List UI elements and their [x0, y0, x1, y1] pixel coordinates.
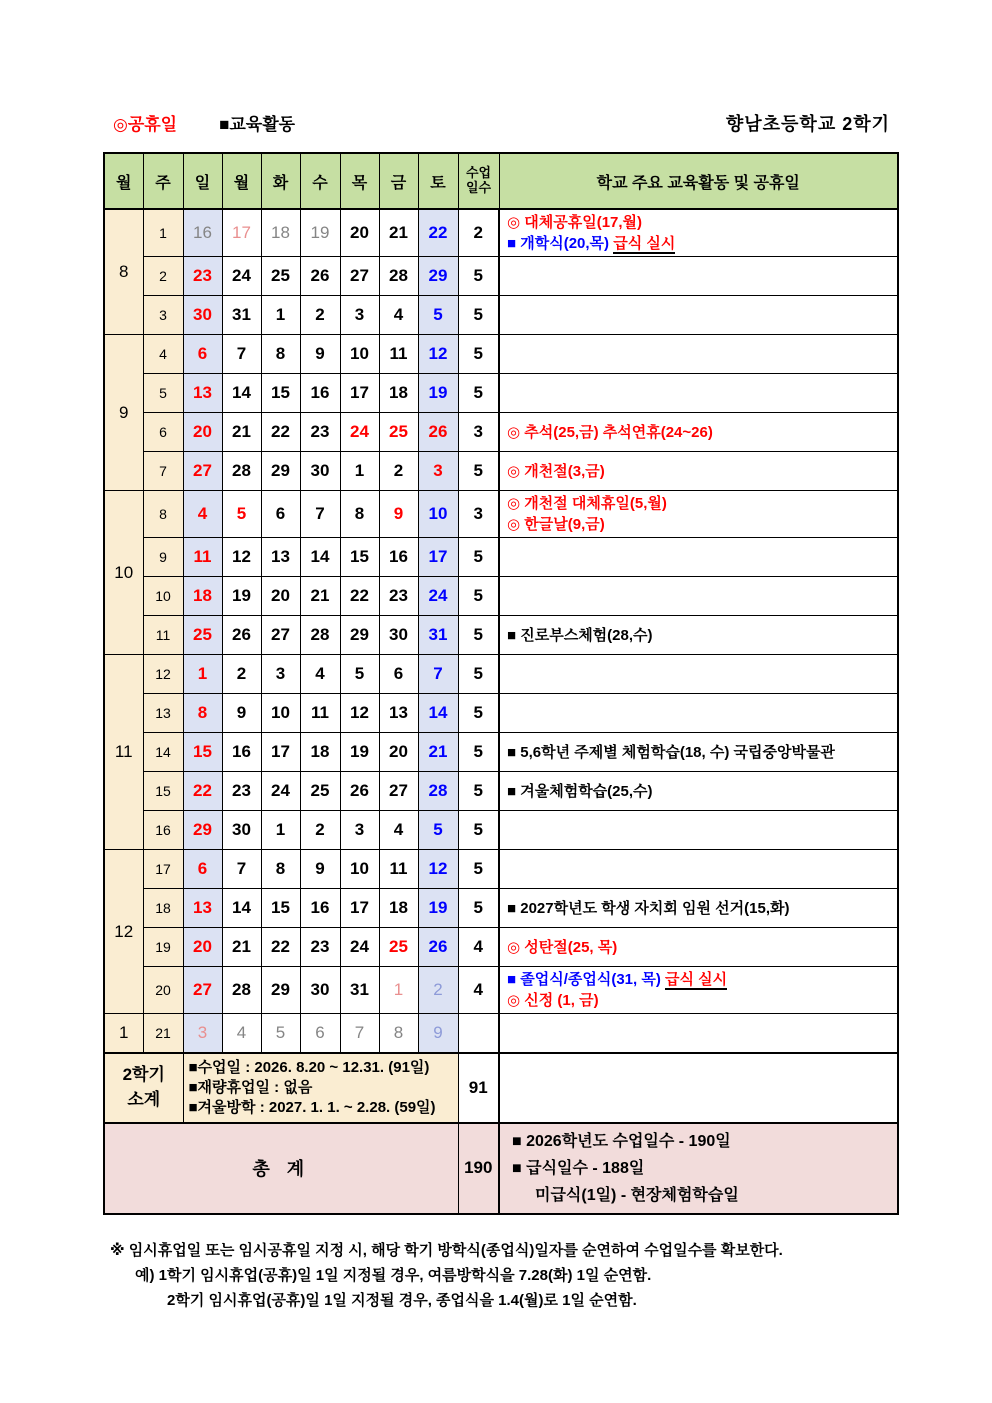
header-day: 토	[418, 153, 458, 209]
month-cell: 9	[104, 335, 143, 491]
date-cell: 5	[418, 811, 458, 850]
date-cell: 17	[261, 733, 300, 772]
date-cell: 16	[300, 374, 340, 413]
class-days-cell: 5	[458, 889, 499, 928]
notes-cell: ■ 2027학년도 학생 자치회 임원 선거(15,화)	[499, 889, 898, 928]
class-days-cell: 4	[458, 967, 499, 1014]
date-cell: 25	[379, 928, 418, 967]
date-cell: 31	[340, 967, 379, 1014]
date-cell: 20	[183, 413, 222, 452]
date-cell: 19	[300, 209, 340, 257]
class-days-cell	[458, 1014, 499, 1053]
week-row	[104, 257, 898, 296]
subtotal-details: ■수업일 : 2026. 8.20 ~ 12.31. (91일) ■재량휴업일 : 없음 ■겨울방학 : 2027. 1. 1. ~ 2.28. (59일)	[183, 1053, 458, 1123]
date-cell: 1	[340, 452, 379, 491]
date-cell: 1	[261, 811, 300, 850]
notes-cell	[499, 335, 898, 374]
date-cell: 19	[340, 733, 379, 772]
month-cell: 8	[104, 209, 143, 335]
date-cell: 7	[418, 655, 458, 694]
date-cell: 26	[222, 616, 261, 655]
class-days-cell: 5	[458, 616, 499, 655]
class-days-cell: 5	[458, 374, 499, 413]
date-cell: 26	[418, 928, 458, 967]
class-days-cell: 4	[458, 928, 499, 967]
date-cell: 16	[379, 538, 418, 577]
date-cell: 20	[379, 733, 418, 772]
header-week: 주	[143, 153, 183, 209]
week-number-cell: 9	[143, 538, 183, 577]
date-cell: 4	[379, 296, 418, 335]
date-cell: 22	[340, 577, 379, 616]
notes-cell: ◎ 성탄절(25, 목)	[499, 928, 898, 967]
date-cell: 24	[340, 928, 379, 967]
week-number-cell: 7	[143, 452, 183, 491]
date-cell: 8	[379, 1014, 418, 1053]
date-cell: 29	[418, 257, 458, 296]
date-cell: 17	[340, 889, 379, 928]
date-cell: 15	[261, 889, 300, 928]
date-cell: 12	[222, 538, 261, 577]
date-cell: 14	[222, 889, 261, 928]
class-days-cell: 3	[458, 413, 499, 452]
notes-cell	[499, 655, 898, 694]
date-cell: 9	[300, 335, 340, 374]
week-number-cell: 15	[143, 772, 183, 811]
notes-cell: ◎ 대체공휴일(17,월) ■ 개학식(20,목) 급식 실시	[499, 209, 898, 257]
subtotal-empty-cell	[499, 1053, 898, 1123]
date-cell: 21	[222, 413, 261, 452]
date-cell: 7	[222, 850, 261, 889]
date-cell: 11	[379, 850, 418, 889]
notes-cell	[499, 257, 898, 296]
week-row	[104, 335, 898, 374]
date-cell: 13	[379, 694, 418, 733]
date-cell: 21	[379, 209, 418, 257]
date-cell: 8	[340, 491, 379, 538]
date-cell: 23	[300, 413, 340, 452]
date-cell: 23	[222, 772, 261, 811]
header-day: 일	[183, 153, 222, 209]
header-day: 수	[300, 153, 340, 209]
date-cell: 14	[418, 694, 458, 733]
date-cell: 9	[418, 1014, 458, 1053]
date-cell: 25	[183, 616, 222, 655]
week-row	[104, 413, 898, 452]
date-cell: 31	[222, 296, 261, 335]
date-cell: 15	[340, 538, 379, 577]
footnote-line-2: 예) 1학기 임시휴업(공휴)일 1일 지정될 경우, 여름방학식을 7.28(화) 1일 순연함.	[135, 1267, 652, 1284]
date-cell: 20	[340, 209, 379, 257]
class-days-cell: 2	[458, 209, 499, 257]
date-cell: 2	[300, 811, 340, 850]
date-cell: 28	[418, 772, 458, 811]
date-cell: 14	[300, 538, 340, 577]
date-cell: 22	[261, 928, 300, 967]
date-cell: 6	[300, 1014, 340, 1053]
class-days-cell: 5	[458, 733, 499, 772]
footnote	[110, 1238, 920, 1313]
date-cell: 31	[418, 616, 458, 655]
date-cell: 18	[300, 733, 340, 772]
class-days-cell: 5	[458, 577, 499, 616]
week-number-cell: 6	[143, 413, 183, 452]
date-cell: 15	[183, 733, 222, 772]
date-cell: 27	[261, 616, 300, 655]
date-cell: 16	[300, 889, 340, 928]
date-cell: 4	[300, 655, 340, 694]
header-day: 월	[222, 153, 261, 209]
week-number-cell: 17	[143, 850, 183, 889]
date-cell: 30	[300, 452, 340, 491]
date-cell: 22	[261, 413, 300, 452]
notes-cell: ■ 진로부스체험(28,수)	[499, 616, 898, 655]
date-cell: 6	[183, 335, 222, 374]
date-cell: 12	[340, 694, 379, 733]
date-cell: 30	[379, 616, 418, 655]
date-cell: 17	[418, 538, 458, 577]
notes-cell: ■ 겨울체험학습(25,수)	[499, 772, 898, 811]
date-cell: 24	[222, 257, 261, 296]
class-days-cell: 5	[458, 772, 499, 811]
header-day: 화	[261, 153, 300, 209]
calendar-table	[103, 152, 899, 1215]
week-row	[104, 209, 898, 257]
date-cell: 1	[379, 967, 418, 1014]
date-cell: 7	[300, 491, 340, 538]
date-cell: 27	[379, 772, 418, 811]
date-cell: 13	[183, 889, 222, 928]
date-cell: 5	[222, 491, 261, 538]
date-cell: 5	[418, 296, 458, 335]
date-cell: 7	[222, 335, 261, 374]
notes-cell	[499, 538, 898, 577]
week-row	[104, 374, 898, 413]
total-row	[104, 1123, 898, 1214]
week-row	[104, 772, 898, 811]
week-row	[104, 1014, 898, 1053]
notes-cell	[499, 1014, 898, 1053]
month-cell: 12	[104, 850, 143, 1014]
week-row	[104, 577, 898, 616]
week-number-cell: 8	[143, 491, 183, 538]
week-row	[104, 491, 898, 538]
date-cell: 13	[261, 538, 300, 577]
date-cell: 28	[222, 452, 261, 491]
date-cell: 23	[300, 928, 340, 967]
class-days-cell: 5	[458, 257, 499, 296]
date-cell: 17	[340, 374, 379, 413]
date-cell: 14	[222, 374, 261, 413]
week-row	[104, 452, 898, 491]
date-cell: 5	[261, 1014, 300, 1053]
notes-cell: ◎ 추석(25,금) 추석연휴(24~26)	[499, 413, 898, 452]
week-row	[104, 733, 898, 772]
date-cell: 7	[340, 1014, 379, 1053]
date-cell: 2	[222, 655, 261, 694]
date-cell: 27	[340, 257, 379, 296]
week-number-cell: 12	[143, 655, 183, 694]
class-days-cell: 3	[458, 491, 499, 538]
week-row	[104, 616, 898, 655]
header-day: 금	[379, 153, 418, 209]
date-cell: 6	[261, 491, 300, 538]
notes-cell	[499, 811, 898, 850]
date-cell: 24	[261, 772, 300, 811]
date-cell: 10	[261, 694, 300, 733]
date-cell: 5	[340, 655, 379, 694]
week-number-cell: 10	[143, 577, 183, 616]
date-cell: 28	[300, 616, 340, 655]
date-cell: 26	[300, 257, 340, 296]
notes-cell: ■ 졸업식/종업식(31, 목) 급식 실시 ◎ 신정 (1, 금)	[499, 967, 898, 1014]
week-number-cell: 20	[143, 967, 183, 1014]
notes-cell	[499, 850, 898, 889]
class-days-cell: 5	[458, 850, 499, 889]
subtotal-row	[104, 1053, 898, 1123]
date-cell: 24	[418, 577, 458, 616]
date-cell: 21	[300, 577, 340, 616]
date-cell: 19	[222, 577, 261, 616]
date-cell: 3	[418, 452, 458, 491]
week-row	[104, 538, 898, 577]
date-cell: 30	[222, 811, 261, 850]
date-cell: 11	[183, 538, 222, 577]
footnote-line-3: 2학기 임시휴업(공휴)일 1일 지정될 경우, 종업식을 1.4(월)로 1일 순연함.	[167, 1292, 637, 1309]
date-cell: 30	[183, 296, 222, 335]
date-cell: 8	[261, 335, 300, 374]
week-row	[104, 296, 898, 335]
class-days-cell: 5	[458, 452, 499, 491]
date-cell: 2	[300, 296, 340, 335]
date-cell: 18	[379, 889, 418, 928]
date-cell: 13	[183, 374, 222, 413]
week-row	[104, 655, 898, 694]
date-cell: 29	[261, 967, 300, 1014]
week-number-cell: 21	[143, 1014, 183, 1053]
week-number-cell: 1	[143, 209, 183, 257]
date-cell: 3	[340, 296, 379, 335]
date-cell: 25	[261, 257, 300, 296]
notes-cell	[499, 296, 898, 335]
total-details: ■ 2026학년도 수업일수 - 190일 ■ 급식일수 - 188일 미급식(1일) - 현장체험학습일	[499, 1123, 898, 1214]
date-cell: 18	[183, 577, 222, 616]
week-row	[104, 850, 898, 889]
week-row	[104, 967, 898, 1014]
date-cell: 12	[418, 335, 458, 374]
footnote-line-1: ※ 임시휴업일 또는 임시공휴일 지정 시, 해당 학기 방학식(종업식)일자를 순연하여 수업일수를 확보한다.	[110, 1242, 783, 1259]
date-cell: 2	[418, 967, 458, 1014]
calendar-body	[104, 209, 898, 1214]
date-cell: 19	[418, 374, 458, 413]
date-cell: 11	[300, 694, 340, 733]
date-cell: 28	[379, 257, 418, 296]
header-row	[104, 153, 898, 209]
date-cell: 16	[183, 209, 222, 257]
date-cell: 22	[183, 772, 222, 811]
week-number-cell: 19	[143, 928, 183, 967]
page-title: 향남초등학교 2학기	[725, 114, 890, 134]
date-cell: 4	[222, 1014, 261, 1053]
class-days-cell: 5	[458, 811, 499, 850]
subtotal-label: 2학기 소계	[104, 1053, 183, 1123]
date-cell: 29	[340, 616, 379, 655]
date-cell: 25	[300, 772, 340, 811]
week-row	[104, 928, 898, 967]
date-cell: 24	[340, 413, 379, 452]
notes-cell: ◎ 개천절 대체휴일(5,월) ◎ 한글날(9,금)	[499, 491, 898, 538]
date-cell: 21	[418, 733, 458, 772]
date-cell: 20	[183, 928, 222, 967]
notes-cell	[499, 374, 898, 413]
week-number-cell: 5	[143, 374, 183, 413]
date-cell: 11	[379, 335, 418, 374]
date-cell: 23	[379, 577, 418, 616]
week-number-cell: 4	[143, 335, 183, 374]
date-cell: 26	[340, 772, 379, 811]
week-number-cell: 13	[143, 694, 183, 733]
class-days-cell: 5	[458, 694, 499, 733]
date-cell: 18	[379, 374, 418, 413]
header-notes: 학교 주요 교육활동 및 공휴일	[499, 153, 898, 209]
date-cell: 19	[418, 889, 458, 928]
date-cell: 9	[300, 850, 340, 889]
date-cell: 9	[379, 491, 418, 538]
date-cell: 10	[340, 850, 379, 889]
notes-cell	[499, 577, 898, 616]
week-number-cell: 11	[143, 616, 183, 655]
date-cell: 10	[340, 335, 379, 374]
header-day: 목	[340, 153, 379, 209]
date-cell: 12	[418, 850, 458, 889]
date-cell: 1	[183, 655, 222, 694]
notes-cell: ◎ 개천절(3,금)	[499, 452, 898, 491]
week-row	[104, 811, 898, 850]
date-cell: 1	[261, 296, 300, 335]
date-cell: 6	[379, 655, 418, 694]
header-month: 월	[104, 153, 143, 209]
date-cell: 15	[261, 374, 300, 413]
date-cell: 18	[261, 209, 300, 257]
date-cell: 23	[183, 257, 222, 296]
date-cell: 21	[222, 928, 261, 967]
class-days-cell: 5	[458, 538, 499, 577]
date-cell: 3	[340, 811, 379, 850]
date-cell: 22	[418, 209, 458, 257]
date-cell: 30	[300, 967, 340, 1014]
week-row	[104, 889, 898, 928]
date-cell: 2	[379, 452, 418, 491]
date-cell: 28	[222, 967, 261, 1014]
week-number-cell: 16	[143, 811, 183, 850]
header-class-days: 수업 일수	[458, 153, 499, 209]
date-cell: 20	[261, 577, 300, 616]
date-cell: 10	[418, 491, 458, 538]
month-cell: 10	[104, 491, 143, 655]
date-cell: 27	[183, 452, 222, 491]
class-days-cell: 5	[458, 335, 499, 374]
week-number-cell: 14	[143, 733, 183, 772]
notes-cell: ■ 5,6학년 주제별 체험학습(18, 수) 국립중앙박물관	[499, 733, 898, 772]
week-number-cell: 2	[143, 257, 183, 296]
date-cell: 25	[379, 413, 418, 452]
month-cell: 1	[104, 1014, 143, 1053]
calendar-header	[104, 153, 898, 209]
date-cell: 3	[261, 655, 300, 694]
date-cell: 29	[261, 452, 300, 491]
week-row	[104, 694, 898, 733]
notes-cell	[499, 694, 898, 733]
date-cell: 4	[379, 811, 418, 850]
date-cell: 17	[222, 209, 261, 257]
date-cell: 6	[183, 850, 222, 889]
total-class-days: 190	[458, 1123, 499, 1214]
top-legend-bar	[113, 110, 890, 136]
legend-holiday: ◎공휴일	[113, 115, 178, 134]
date-cell: 4	[183, 491, 222, 538]
date-cell: 26	[418, 413, 458, 452]
total-label: 총 계	[104, 1123, 458, 1214]
date-cell: 27	[183, 967, 222, 1014]
date-cell: 16	[222, 733, 261, 772]
week-number-cell: 18	[143, 889, 183, 928]
date-cell: 9	[222, 694, 261, 733]
week-number-cell: 3	[143, 296, 183, 335]
date-cell: 3	[183, 1014, 222, 1053]
date-cell: 8	[183, 694, 222, 733]
date-cell: 29	[183, 811, 222, 850]
class-days-cell: 5	[458, 296, 499, 335]
month-cell: 11	[104, 655, 143, 850]
class-days-cell: 5	[458, 655, 499, 694]
legend-activity: ■교육활동	[219, 115, 296, 134]
subtotal-class-days: 91	[458, 1053, 499, 1123]
date-cell: 8	[261, 850, 300, 889]
